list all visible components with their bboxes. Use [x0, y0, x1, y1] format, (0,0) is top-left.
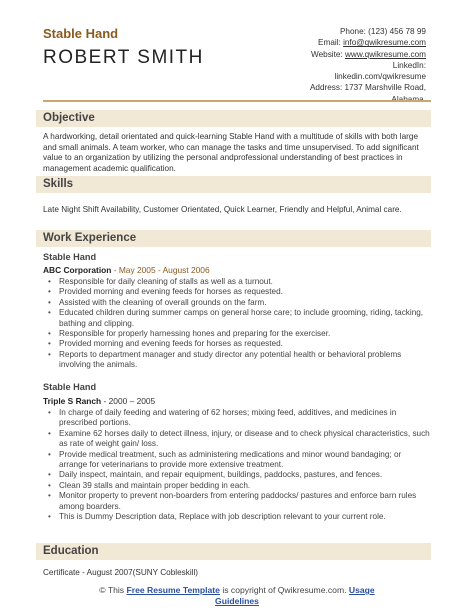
job-2-company-row: [43, 396, 155, 406]
job-1-bullets: [48, 277, 430, 371]
list-item: • Examine 62 horses daily to detect illness, injury, or disease and to check physical characteristics, such as rate of weight gain/ loss.: [48, 429, 430, 450]
candidate-name: ROBERT SMITH: [43, 47, 204, 68]
contact-linkedin[interactable]: linkedin.com/qwikresume: [334, 72, 426, 82]
list-item: • Educated children during summer camps on general horse care; to include grooming, riding, tacking, bathing and clipping.: [48, 308, 430, 329]
resume-job-title: Stable Hand: [43, 26, 119, 41]
free-resume-template-link[interactable]: Free Resume Template: [126, 585, 220, 595]
job-1-company: ABC Corporation: [43, 265, 112, 275]
list-item: • Responsible for properly harnessing hones and preparing for the exerciser.: [48, 329, 430, 339]
contact-phone: Phone: (123) 456 78 99: [339, 27, 426, 36]
objective-text: A hardworking, detail orientated and quick-learning Stable Hand with a multitude of skills with both large and small animals. A team worker, who can manage the tasks and time unsupervised. To add significant value to an organization by utilizing the personal andprofessional understanding of best practices in management academic qualification.: [43, 132, 419, 173]
list-item: • Assisted with the cleaning of overall grounds on the farm.: [48, 298, 430, 308]
skills-heading: Skills: [43, 178, 74, 190]
job-2-dates: - 2000 – 2005: [101, 396, 156, 406]
usage-link[interactable]: Usage: [348, 585, 375, 595]
footer-site: Qwikresume.com: [277, 585, 345, 595]
job-1-dates: - May 2005 - August 2006: [111, 265, 210, 275]
contact-website-label: Website:: [311, 49, 346, 59]
education-heading: Education: [43, 545, 99, 557]
skills-text: Late Night Shift Availability, Customer Orientated, Quick Learner, Friendly and Helpful, Animal care.: [43, 205, 402, 214]
job-2-bullets: [48, 408, 430, 522]
contact-block: [226, 26, 426, 105]
list-item: • Monitor property to prevent non-boarders from entering paddocks/ pastures and enforce barn rules among boarders.: [48, 491, 430, 512]
footer-middle: is copyright of: [219, 585, 278, 595]
list-item: • Reports to department manager and study director any potential health or behavioral problems involving the animals.: [48, 350, 430, 371]
experience-heading: Work Experience: [43, 232, 137, 244]
list-item: • This is Dummy Description data, Replace with job description relevant to your current role.: [48, 512, 430, 522]
list-item: • Provided morning and evening feeds for horses as requested.: [48, 287, 430, 297]
contact-linkedin-label: LinkedIn:: [392, 60, 426, 70]
copyright-footer: [0, 585, 474, 607]
list-item: • Responsible for daily cleaning of stalls as well as a turnout.: [48, 277, 430, 287]
footer-line-1: [0, 585, 474, 596]
job-2-company: Triple S Ranch: [43, 396, 102, 406]
footer-line-2: [0, 596, 474, 607]
footer-prefix: © This: [99, 585, 127, 595]
education-text: Certificate - August 2007(SUNY Cobleskill): [43, 568, 199, 577]
contact-email-label: Email:: [318, 38, 344, 48]
list-item: • Daily inspect, maintain, and repair equipment, buildings, paddocks, pastures, and fences.: [48, 470, 430, 480]
list-item: • In charge of daily feeding and watering of 62 horses; mixing feed, additives, and medicines in prescribed portions.: [48, 408, 430, 429]
contact-email-link[interactable]: info@qwikresume.com: [343, 38, 426, 48]
job-2-title: Stable Hand: [43, 382, 97, 392]
list-item: • Provide medical treatment, such as administering medications and minor wound bandaging; or arrange for veterinarians to provide more extensive treatment.: [48, 450, 430, 471]
objective-section-bar: [36, 110, 431, 127]
job-1-title: Stable Hand: [43, 252, 97, 262]
list-item: • Provided morning and evening feeds for horses as requested.: [48, 339, 430, 349]
skills-section-bar: [36, 176, 431, 193]
contact-address: Address: 1737 Marshville Road,: [309, 83, 426, 93]
contact-website-row: [226, 49, 426, 60]
contact-email-row: [226, 37, 426, 48]
job-1-company-row: [43, 265, 210, 275]
list-item: • Clean 39 stalls and maintain proper bedding in each.: [48, 481, 430, 491]
footer-dot: .: [344, 585, 349, 595]
contact-website-link[interactable]: www.qwikresume.com: [345, 49, 426, 59]
objective-heading: Objective: [43, 112, 95, 124]
guidelines-link[interactable]: Guidelines: [215, 596, 259, 606]
header-divider: [43, 100, 431, 102]
